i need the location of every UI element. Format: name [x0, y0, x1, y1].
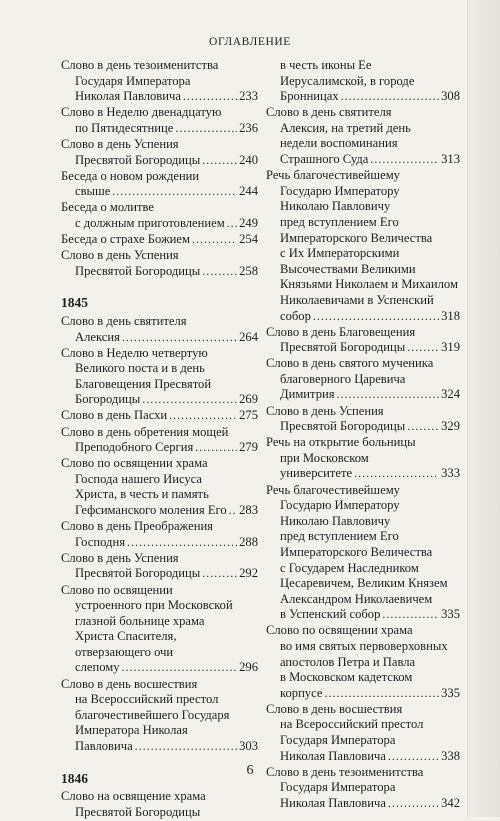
toc-page-number: 249 — [239, 215, 258, 230]
toc-entry-text: Александром Николаевичем — [280, 591, 433, 606]
toc-entry-text: Беседа о молитве — [61, 200, 154, 215]
toc-page-number: 254 — [239, 232, 258, 247]
dot-leader — [175, 121, 237, 137]
toc-entry — [61, 105, 258, 136]
dot-leader — [354, 466, 439, 482]
toc-entry — [266, 105, 460, 167]
toc-entry-last-line — [266, 749, 460, 765]
toc-entry-text: Слово в день святителя — [266, 105, 392, 120]
toc-entry-last-line — [61, 535, 258, 551]
toc-entry — [266, 702, 460, 764]
toc-entry-text: Слово в Неделю четвертую — [61, 345, 208, 360]
toc-entry-text: с Их Императорскими — [280, 246, 400, 261]
toc-entry — [61, 789, 258, 820]
toc-entry — [266, 483, 460, 623]
toc-page-number: 233 — [239, 89, 258, 104]
toc-entry — [266, 58, 460, 105]
toc-page-number: 236 — [239, 120, 258, 135]
toc-entry-last-line — [61, 408, 258, 424]
toc-entry-text: Великого поста и в день — [75, 361, 205, 376]
dot-leader — [112, 184, 237, 200]
toc-entry-last-line — [266, 466, 460, 482]
toc-entry-text: университете — [280, 466, 353, 481]
dot-leader — [388, 749, 439, 765]
toc-entry-last-line — [61, 660, 258, 676]
toc-entry-text: Алексия, на третий день — [280, 120, 411, 135]
toc-entry-text: Слово в Неделю двенадцатую — [61, 105, 222, 120]
toc-entry-last-line — [266, 89, 460, 105]
toc-page-number: 319 — [441, 340, 460, 355]
toc-entry-text: Государя Императора — [75, 73, 191, 88]
toc-entry-text: Преподобного Сергия — [75, 440, 194, 455]
toc-entry-text: слепому — [75, 660, 120, 675]
toc-entry-text: глазной больнице храма — [75, 613, 205, 628]
page-edge — [467, 0, 500, 817]
toc-page-number: 283 — [239, 503, 258, 518]
dot-leader — [135, 739, 237, 755]
toc-right-column — [266, 58, 460, 812]
toc-entry-text: недели воспоминания — [280, 136, 398, 151]
toc-entry-text: на Всероссийский престол — [280, 717, 424, 732]
toc-entry-text: Слово в день святого мученика — [266, 356, 434, 371]
toc-page-number: 335 — [441, 607, 460, 622]
toc-entry-text: собор — [280, 308, 311, 323]
toc-entry-text: Слово в день Успения — [61, 550, 179, 565]
dot-leader — [122, 660, 238, 676]
page-number: 6 — [246, 763, 254, 778]
toc-entry-last-line — [61, 330, 258, 346]
toc-page-number: 342 — [441, 795, 460, 810]
dot-leader — [229, 503, 237, 519]
dot-leader — [313, 309, 439, 325]
toc-entry-last-line — [61, 89, 258, 105]
toc-entry-text: Беседа о новом рождении — [61, 168, 200, 183]
toc-entry-text: Николаю Павловичу — [280, 199, 391, 214]
toc-entry-last-line — [266, 340, 460, 356]
toc-page-number: 313 — [441, 152, 460, 167]
toc-entry — [61, 169, 258, 200]
year-heading: 1846 — [61, 770, 88, 786]
toc-entry-text: Христа Спасителя, — [75, 629, 177, 644]
toc-entry-last-line — [61, 216, 258, 232]
toc-page-number: 279 — [239, 440, 258, 455]
toc-entry-text: благоверного Царевича — [280, 371, 406, 386]
toc-entry-last-line — [266, 309, 460, 325]
toc-entry — [61, 456, 258, 518]
dot-leader — [192, 232, 237, 248]
toc-entry-text: Богородицы — [75, 392, 141, 407]
toc-page-number: 292 — [239, 566, 258, 581]
toc-entry — [61, 58, 258, 105]
toc-entry-text: Цесаревичем, Великим Князем — [280, 576, 448, 591]
toc-page-number: 303 — [239, 738, 258, 753]
toc-entry-last-line — [266, 686, 460, 702]
toc-entry-text: в Успенский собор — [280, 607, 381, 622]
toc-entry-text: благочестивейшего Государя — [75, 707, 230, 722]
toc-entry-text: Господа нашего Иисуса — [75, 471, 202, 486]
toc-entry — [61, 519, 258, 550]
toc-entry-text: Иерусалимской, в городе — [280, 73, 415, 88]
toc-entry-text: Слово по освящении — [61, 582, 173, 597]
toc-entry-text: Беседа о страхе Божием — [61, 232, 190, 247]
toc-entry-last-line — [61, 392, 258, 408]
toc-page-number: 244 — [239, 184, 258, 199]
toc-entry-last-line — [266, 607, 460, 623]
toc-entry-text: пред вступлением Его — [280, 529, 399, 544]
toc-entry-last-line — [61, 153, 258, 169]
toc-page-number: 288 — [239, 534, 258, 549]
toc-entry-text: Слово в день Пасхи — [61, 408, 168, 423]
toc-entry-text: с должным приготовлением — [75, 215, 225, 230]
dot-leader — [407, 340, 439, 356]
toc-entry-text: Пресвятой Богородицы — [280, 340, 406, 355]
dot-leader — [202, 566, 237, 582]
toc-entry — [61, 137, 258, 168]
toc-entry-last-line — [61, 264, 258, 280]
toc-entry-text: Слово на освящение храма — [61, 789, 206, 804]
toc-entry-last-line — [61, 232, 258, 248]
toc-entry-text: Николая Павловича — [280, 795, 386, 810]
toc-entry — [61, 425, 258, 456]
toc-entry-text: во имя святых первоверховных — [280, 638, 448, 653]
toc-entry-text: Павловича — [75, 738, 133, 753]
toc-entry — [266, 168, 460, 324]
toc-entry — [61, 346, 258, 408]
year-heading: 1845 — [61, 295, 88, 311]
toc-entry-text: Николаю Павловичу — [280, 513, 391, 528]
toc-entry-text: Николаевичами в Успенский — [280, 292, 434, 307]
toc-page-number: 329 — [441, 419, 460, 434]
dot-leader — [370, 152, 439, 168]
toc-page-number: 335 — [441, 685, 460, 700]
toc-entry-text: Речь на открытие больницы — [266, 435, 416, 450]
toc-entry-text: Речь благочестивейшему — [266, 168, 400, 183]
dot-leader — [407, 419, 439, 435]
toc-entry-text: Пресвятой Богородицы — [75, 566, 201, 581]
toc-entry-text: Николая Павловича — [280, 748, 386, 763]
toc-entry-text: в честь иконы Ее — [280, 58, 372, 72]
toc-entry-text: Пресвятой Богородицы — [280, 419, 406, 434]
toc-entry-text: Государю Императору — [280, 183, 400, 198]
toc-entry-text: Государя Императора — [280, 780, 396, 795]
toc-entry-text: свыше — [75, 184, 111, 199]
toc-entry-text: апостолов Петра и Павла — [280, 654, 416, 669]
toc-entry — [266, 404, 460, 435]
toc-entry-last-line — [61, 739, 258, 755]
toc-entry-text: Слово в день Благовещения — [266, 324, 416, 339]
toc-entry-last-line — [61, 566, 258, 582]
toc-entry-text: Гефсиманского моления Его — [75, 503, 227, 518]
toc-page-number: 258 — [239, 263, 258, 278]
dot-leader — [388, 796, 439, 812]
toc-entry-last-line — [266, 419, 460, 435]
dot-leader — [183, 89, 237, 105]
toc-left-column — [61, 58, 258, 821]
toc-entry-text: Слово в день святителя — [61, 313, 187, 328]
dot-leader — [202, 153, 237, 169]
toc-page-number: 296 — [239, 660, 258, 675]
toc-entry-text: в Московском кадетском — [280, 670, 413, 685]
toc-entry — [61, 248, 258, 279]
toc-entry — [61, 551, 258, 582]
toc-entry-text: при Московском — [280, 450, 369, 465]
toc-entry-last-line — [61, 184, 258, 200]
toc-entry-text: пред вступлением Его — [280, 214, 399, 229]
toc-entry-last-line — [61, 503, 258, 519]
toc-entry-text: Слово по освящении храма — [266, 623, 413, 638]
toc-entry-text: Слово в день Успения — [61, 248, 179, 263]
toc-entry-text: Алексия — [75, 329, 120, 344]
dot-leader — [122, 330, 237, 346]
toc-page-number: 308 — [441, 89, 460, 104]
running-head: ОГЛАВЛЕНИЕ — [209, 36, 291, 48]
dot-leader — [324, 686, 439, 702]
toc-entry-text: на Всероссийский престол — [75, 692, 219, 707]
toc-page-number: 240 — [239, 152, 258, 167]
toc-entry-text: Слово в день обретения мощей — [61, 424, 229, 439]
toc-entry-text: с Государем Наследником — [280, 560, 419, 575]
toc-entry — [266, 356, 460, 403]
toc-entry-text: Императорского Величества — [280, 230, 433, 245]
toc-entry-text: Князьями Николаем и Михаилом — [280, 277, 458, 292]
toc-entry-text: Государя Императора — [280, 733, 396, 748]
toc-entry-text: Слово в день тезоименитства — [266, 764, 424, 779]
toc-page-number: 318 — [441, 308, 460, 323]
toc-page-number: 269 — [239, 392, 258, 407]
toc-entry-text: Слово в день восшествия — [266, 701, 403, 716]
toc-page-number: 264 — [239, 329, 258, 344]
toc-entry — [61, 583, 258, 677]
toc-entry-text: Благовещения Пресвятой — [75, 376, 212, 391]
toc-entry-text: Высочествами Великими — [280, 261, 416, 276]
toc-entry-text: Страшного Суда — [280, 152, 369, 167]
toc-entry-text: Слово в день восшествия — [61, 676, 198, 691]
dot-leader — [382, 607, 439, 623]
dot-leader — [195, 440, 237, 456]
dot-leader — [127, 535, 237, 551]
toc-entry-last-line — [61, 440, 258, 456]
toc-entry-text: Слово в день Успения — [61, 136, 179, 151]
toc-entry — [266, 435, 460, 482]
dot-leader — [169, 408, 237, 424]
toc-entry-text: Слово в день Успения — [266, 403, 384, 418]
dot-leader — [142, 392, 237, 408]
toc-entry-text: Речь благочестивейшему — [266, 482, 400, 497]
toc-entry-text: Христа, в честь и память — [75, 487, 209, 502]
toc-entry-text: отверзающего очи — [75, 644, 174, 659]
toc-entry-text: устроенного при Московской — [75, 598, 233, 613]
toc-entry-text: Слово по освящении храма — [61, 456, 208, 471]
toc-entry-text: Димитрия — [280, 387, 335, 402]
toc-page-number: 333 — [441, 466, 460, 481]
toc-entry-text: Императорского Величества — [280, 544, 433, 559]
toc-page-number: 275 — [239, 408, 258, 423]
toc-page-number: 324 — [441, 387, 460, 402]
toc-entry-text: Пресвятой Богородицы — [75, 263, 201, 278]
dot-leader — [227, 216, 237, 232]
toc-entry-text: Государю Императору — [280, 498, 400, 513]
toc-entry-text: корпусе — [280, 685, 323, 700]
toc-entry-text: Слово в день Преображения — [61, 519, 213, 534]
toc-entry-text: Николая Павловича — [75, 89, 181, 104]
dot-leader — [337, 387, 440, 403]
toc-entry-text: Бронницах — [280, 89, 339, 104]
toc-entry-last-line — [266, 152, 460, 168]
toc-entry-last-line — [266, 387, 460, 403]
toc-entry — [61, 408, 258, 424]
dot-leader — [202, 264, 237, 280]
dot-leader — [341, 89, 439, 105]
toc-entry — [61, 200, 258, 231]
toc-entry-text: Императора Николая — [75, 723, 188, 738]
toc-entry — [266, 325, 460, 356]
toc-entry — [61, 314, 258, 345]
toc-entry — [61, 232, 258, 248]
toc-entry-text: по Пятидесятнице — [75, 120, 174, 135]
toc-entry-last-line — [61, 121, 258, 137]
toc-entry-text: Господня — [75, 534, 125, 549]
toc-entry — [61, 677, 258, 755]
toc-entry-text: Слово в день тезоименитства — [61, 58, 219, 72]
toc-entry-text: Пресвятой Богородицы — [75, 804, 201, 819]
toc-entry-last-line — [266, 796, 460, 812]
toc-entry — [266, 623, 460, 701]
toc-page-number: 338 — [441, 748, 460, 763]
toc-entry-text: Пресвятой Богородицы — [75, 152, 201, 167]
